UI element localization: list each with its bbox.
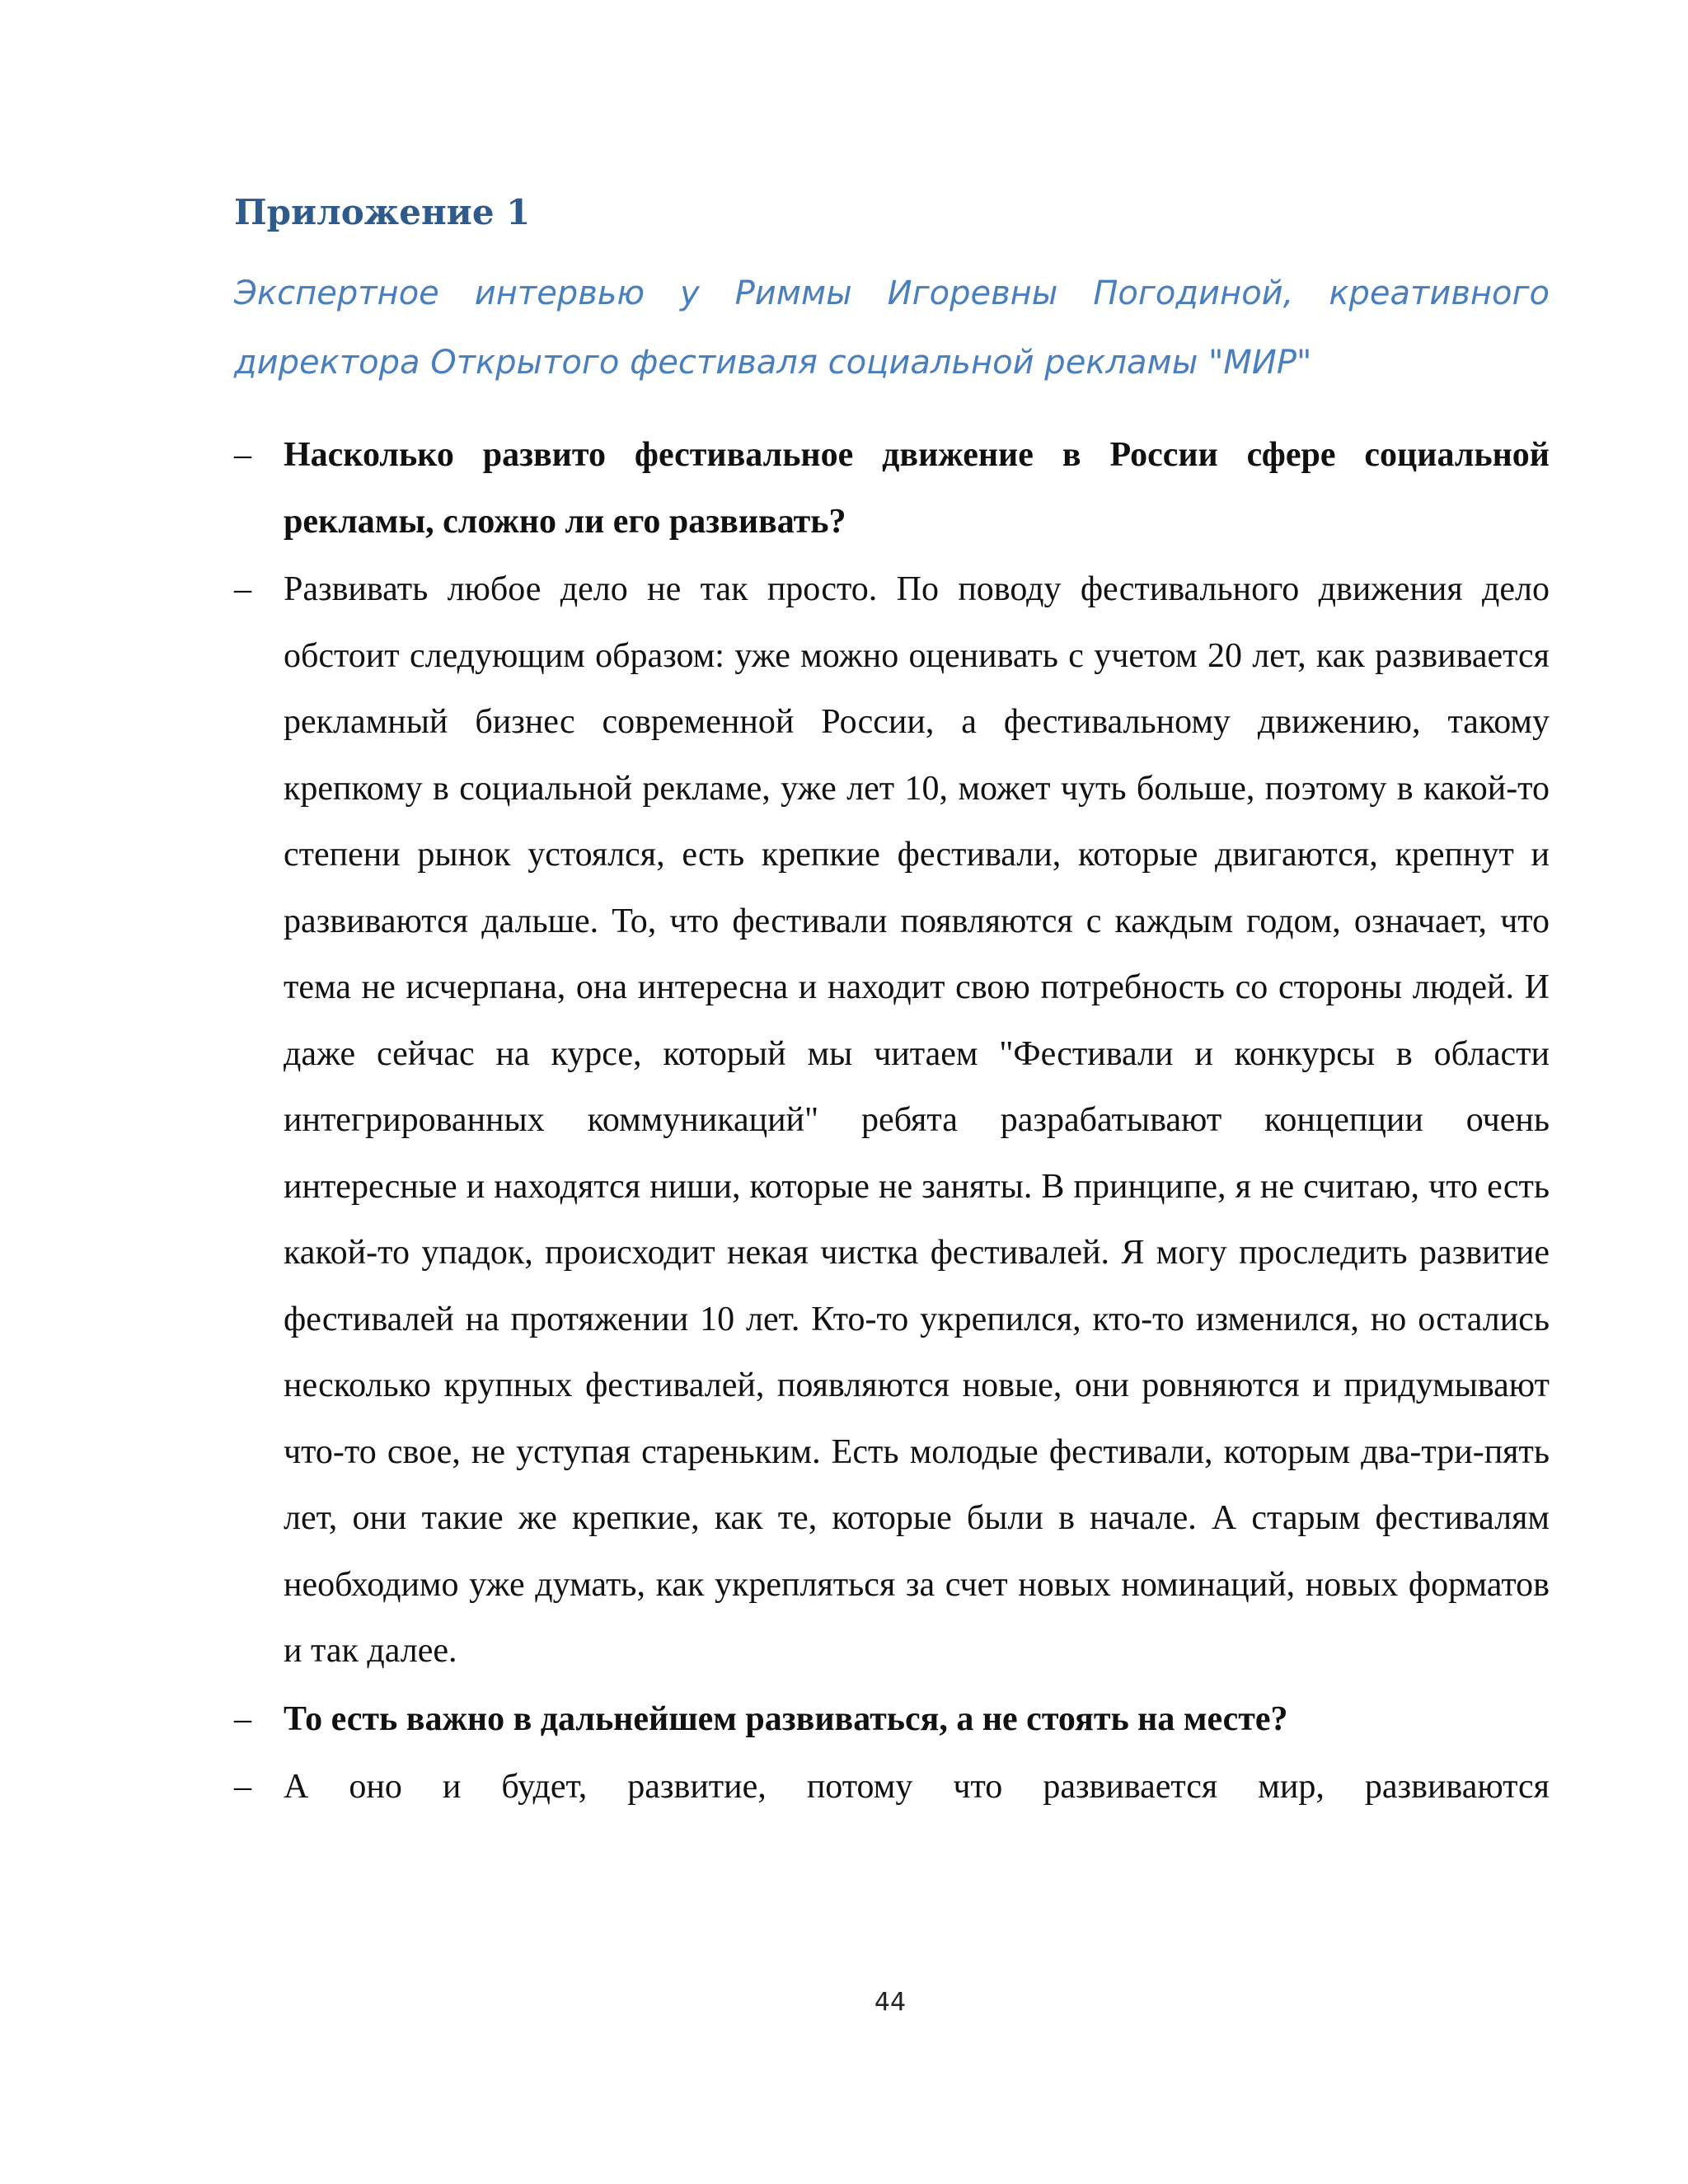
answer-text: А оно и будет, развитие, потому что развивается мир, развиваются — [284, 1768, 1550, 1806]
interview-list — [234, 422, 1550, 1821]
bullet-dash: – — [234, 1699, 251, 1738]
appendix-heading: Приложение 1 — [234, 192, 531, 232]
question-text: Насколько развито фестивальное движение в России сфере социальной рекламы, сложно ли его развивать? — [284, 436, 1550, 541]
page-content — [234, 190, 1550, 1822]
bullet-dash: – — [234, 436, 251, 474]
bullet-dash: – — [234, 1768, 251, 1806]
bullet-dash: – — [234, 570, 251, 608]
question-item — [234, 422, 1550, 555]
question-item — [234, 1686, 1550, 1753]
answer-text: Развивать любое дело не так просто. По поводу фестивального движения дело обстоит следующим образом: уже можно оценивать с учетом 20 лет, как развивается рекламный бизнес современной России, а фестивальному движению, такому крепкому в социальной рекламе, уже лет 10, может чуть больше, поэтому в какой-то степени рынок устоялся, есть крепкие фестивали, которые двигаются, крепнут и развиваются дальше. То, что фестивали появляются с каждым годом, означает, что тема не исчерпана, она интересна и находит свою потребность со стороны людей. И даже сейчас на курсе, который мы читаем "Фестивали и конкурсы в области интегрированных коммуникаций" ребята разрабатывают концепции очень интересные и находятся ниши, которые не заняты. В принципе, я не считаю, что есть какой-то упадок, происходит некая чистка фестивалей. Я могу проследить развитие фестивалей на протяжении 10 лет. Кто-то укрепился, кто-то изменился, но остались несколько крупных фестивалей, появляются новые, они ровняются и придумывают что-то свое, не уступая стареньким. Есть молодые фестивали, которым два-три-пять лет, они такие же крепкие, как те, которые были в начале. А старым фестивалям необходимо уже думать, как укрепляться за счет новых номинаций, новых форматов и так далее. — [284, 570, 1550, 1670]
answer-item — [234, 1754, 1550, 1821]
answer-item — [234, 556, 1550, 1685]
interview-subtitle: Экспертное интервью у Риммы Игоревны Погодиной, креативного директора Открытого фестиваля социальной рекламы "МИР" — [234, 274, 1550, 382]
page-number: 44 — [874, 1988, 907, 2017]
question-text: То есть важно в дальнейшем развиваться, а не стоять на месте? — [284, 1699, 1288, 1738]
